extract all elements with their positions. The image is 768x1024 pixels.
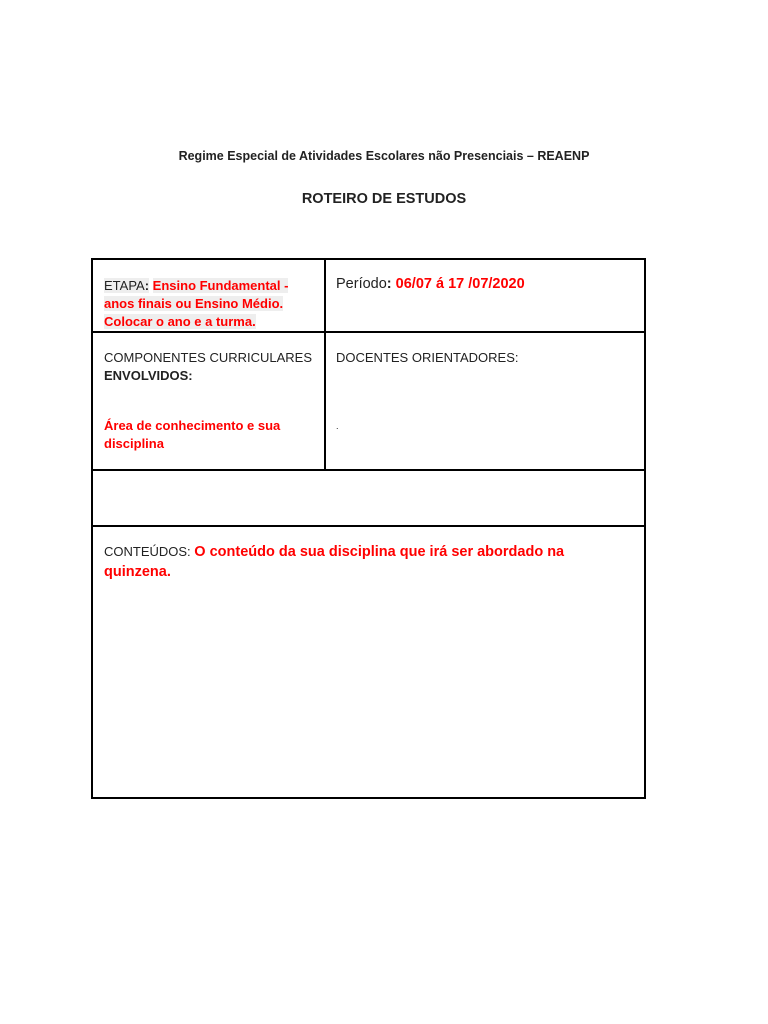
periodo-cell: [336, 275, 636, 294]
conteudos-value: O conteúdo da sua disciplina que irá ser abordado na quinzena.: [104, 544, 565, 580]
etapa-colon: :: [144, 278, 150, 293]
etapa-cell: [104, 277, 314, 331]
docentes-value: .: [336, 421, 339, 431]
document-title: ROTEIRO DE ESTUDOS: [301, 191, 467, 207]
componentes-label-line1: COMPONENTES CURRICULARES: [104, 350, 313, 365]
conteudos-label: CONTEÚDOS:: [104, 544, 191, 559]
docentes-cell: [336, 349, 636, 435]
periodo-label: Período: [336, 276, 387, 292]
etapa-label: ETAPA: [104, 278, 145, 293]
componentes-cell: [104, 349, 319, 453]
row-divider-1: [93, 331, 644, 333]
document-subtitle: Regime Especial de Atividades Escolares não Presenciais – REAENP: [178, 149, 590, 163]
column-divider: [324, 260, 326, 469]
periodo-colon: :: [386, 276, 392, 292]
row-divider-3: [93, 525, 644, 527]
etapa-value: Ensino Fundamental - anos finais ou Ensino Médio. Colocar o ano e a turma.: [104, 278, 289, 329]
docentes-label: DOCENTES ORIENTADORES:: [336, 350, 519, 365]
componentes-value: Área de conhecimento e sua disciplina: [104, 418, 281, 451]
conteudos-cell: [104, 542, 624, 582]
study-guide-table: [91, 258, 646, 799]
periodo-value: 06/07 á 17 /07/2020: [395, 276, 525, 292]
row-divider-2: [93, 469, 644, 471]
componentes-label-line2: ENVOLVIDOS:: [104, 368, 193, 383]
